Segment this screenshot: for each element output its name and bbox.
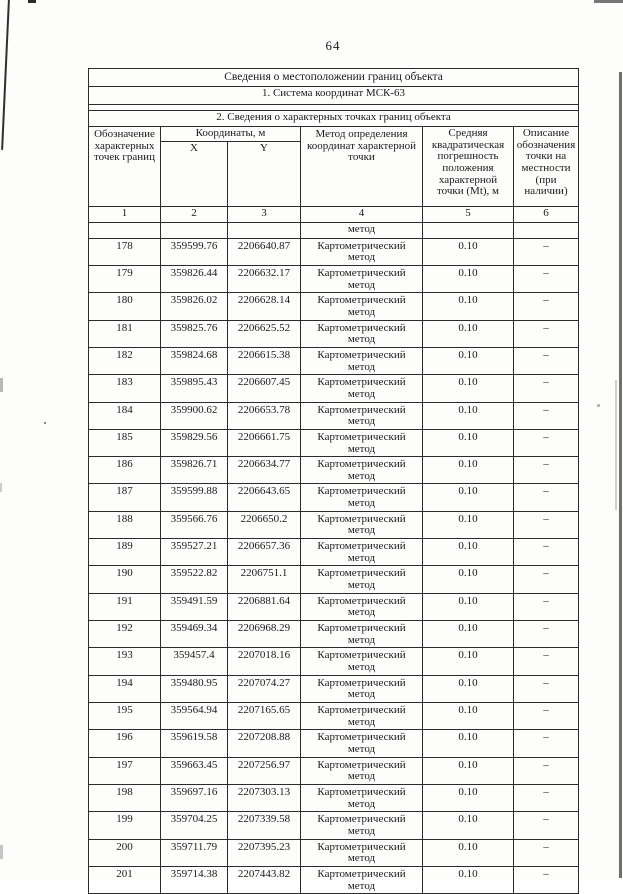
mark-value: – — [514, 265, 579, 292]
mse-value: 0.10 — [423, 539, 514, 566]
scan-artifact-dot — [597, 404, 600, 407]
method-cell: Картометрический метод — [301, 593, 423, 620]
table-row — [89, 784, 579, 811]
characteristic-points-label: 2. Сведения о характерных точках границ объекта — [89, 111, 579, 127]
scan-artifact-left-mark — [0, 378, 3, 392]
scan-artifact-top-right — [594, 0, 623, 3]
table-row — [89, 347, 579, 374]
scan-artifact-left-mark — [0, 845, 3, 859]
mse-value: 0.10 — [423, 621, 514, 648]
table-row — [89, 484, 579, 511]
point-id: 180 — [89, 293, 161, 320]
mark-value: – — [514, 238, 579, 265]
point-id: 186 — [89, 457, 161, 484]
point-id: 199 — [89, 812, 161, 839]
point-id: 196 — [89, 730, 161, 757]
point-id: 195 — [89, 702, 161, 729]
coord-y: 2206968.29 — [228, 621, 301, 648]
mse-value: 0.10 — [423, 457, 514, 484]
mark-value: – — [514, 730, 579, 757]
coord-x: 359469.34 — [161, 621, 228, 648]
coord-x: 359491.59 — [161, 593, 228, 620]
header-mse: Средняя квадратическая погрешность положения характерной точки (Mt), м — [423, 127, 514, 207]
mse-value: 0.10 — [423, 702, 514, 729]
coord-y: 2207208.88 — [228, 730, 301, 757]
coord-y: 2206628.14 — [228, 293, 301, 320]
column-number-2: 2 — [161, 206, 228, 222]
mse-value: 0.10 — [423, 511, 514, 538]
mse-value: 0.10 — [423, 293, 514, 320]
table-row — [89, 429, 579, 456]
coord-y: 2206653.78 — [228, 402, 301, 429]
mark-value: – — [514, 484, 579, 511]
mark-value: – — [514, 621, 579, 648]
point-id: 187 — [89, 484, 161, 511]
table-row — [89, 293, 579, 320]
mse-value: 0.10 — [423, 429, 514, 456]
point-id: 185 — [89, 429, 161, 456]
header-description: Описание обозначения точки на местности (при наличии) — [514, 127, 579, 207]
method-cell: Картометрический метод — [301, 866, 423, 893]
coord-y: 2206751.1 — [228, 566, 301, 593]
coord-x: 359826.44 — [161, 265, 228, 292]
mse-value: 0.10 — [423, 812, 514, 839]
carryover-row — [89, 222, 579, 238]
scan-artifact-left-line — [1, 0, 10, 150]
coord-x: 359829.56 — [161, 429, 228, 456]
coord-y: 2207443.82 — [228, 866, 301, 893]
header-coordinates-group: Координаты, м — [161, 127, 301, 142]
coord-x: 359619.58 — [161, 730, 228, 757]
coord-y: 2207074.27 — [228, 675, 301, 702]
table-title: Сведения о местоположении границ объекта — [89, 69, 579, 87]
mark-value: – — [514, 375, 579, 402]
table-row — [89, 812, 579, 839]
column-number-5: 5 — [423, 206, 514, 222]
empty-cell — [228, 222, 301, 238]
table-row — [89, 375, 579, 402]
mse-value: 0.10 — [423, 593, 514, 620]
mark-value: – — [514, 839, 579, 866]
method-cell: Картометрический метод — [301, 839, 423, 866]
coord-x: 359663.45 — [161, 757, 228, 784]
mse-value: 0.10 — [423, 784, 514, 811]
method-cell: Картометрический метод — [301, 757, 423, 784]
coord-y: 2206657.36 — [228, 539, 301, 566]
empty-cell — [514, 222, 579, 238]
coord-x: 359522.82 — [161, 566, 228, 593]
point-id: 197 — [89, 757, 161, 784]
point-id: 200 — [89, 839, 161, 866]
point-id: 191 — [89, 593, 161, 620]
coord-y: 2206661.75 — [228, 429, 301, 456]
mse-value: 0.10 — [423, 375, 514, 402]
header-y: Y — [228, 141, 301, 206]
method-cell: Картометрический метод — [301, 511, 423, 538]
table-row — [89, 402, 579, 429]
coord-x: 359826.71 — [161, 457, 228, 484]
coord-y: 2206634.77 — [228, 457, 301, 484]
mark-value: – — [514, 866, 579, 893]
column-number-3: 3 — [228, 206, 301, 222]
method-cell: Картометрический метод — [301, 293, 423, 320]
table-title-row — [89, 69, 579, 87]
mark-value: – — [514, 539, 579, 566]
mark-value: – — [514, 429, 579, 456]
coord-y: 2207303.13 — [228, 784, 301, 811]
mse-value: 0.10 — [423, 484, 514, 511]
mark-value: – — [514, 320, 579, 347]
point-id: 201 — [89, 866, 161, 893]
mse-value: 0.10 — [423, 347, 514, 374]
mark-value: – — [514, 347, 579, 374]
mark-value: – — [514, 675, 579, 702]
coord-x: 359566.76 — [161, 511, 228, 538]
header-designation: Обозначение характерных точек границ — [89, 127, 161, 207]
coord-y: 2206643.65 — [228, 484, 301, 511]
coord-x: 359825.76 — [161, 320, 228, 347]
coord-x: 359599.76 — [161, 238, 228, 265]
empty-cell — [89, 222, 161, 238]
point-id: 183 — [89, 375, 161, 402]
coord-y: 2206650.2 — [228, 511, 301, 538]
point-id: 194 — [89, 675, 161, 702]
coordinate-system-label: 1. Система координат МСК-63 — [89, 87, 579, 105]
mse-value: 0.10 — [423, 238, 514, 265]
empty-cell — [161, 222, 228, 238]
table-row — [89, 238, 579, 265]
scan-artifact-top-tick — [28, 0, 36, 3]
header-method: Метод определения координат характерной точки — [301, 127, 423, 207]
mark-value: – — [514, 457, 579, 484]
table-row — [89, 457, 579, 484]
method-cell: Картометрический метод — [301, 621, 423, 648]
mark-value: – — [514, 648, 579, 675]
characteristic-points-section-row — [89, 111, 579, 127]
coord-y: 2207339.58 — [228, 812, 301, 839]
coord-x: 359599.88 — [161, 484, 228, 511]
point-id: 190 — [89, 566, 161, 593]
coord-x: 359457.4 — [161, 648, 228, 675]
mark-value: – — [514, 511, 579, 538]
coord-y: 2207256.97 — [228, 757, 301, 784]
carryover-method: метод — [301, 222, 423, 238]
method-cell: Картометрический метод — [301, 702, 423, 729]
method-cell: Картометрический метод — [301, 484, 423, 511]
point-id: 189 — [89, 539, 161, 566]
data-rows — [89, 238, 579, 894]
mse-value: 0.10 — [423, 566, 514, 593]
header-x: X — [161, 141, 228, 206]
coord-y: 2206632.17 — [228, 265, 301, 292]
method-cell: Картометрический метод — [301, 457, 423, 484]
point-id: 192 — [89, 621, 161, 648]
mse-value: 0.10 — [423, 757, 514, 784]
column-number-4: 4 — [301, 206, 423, 222]
method-cell: Картометрический метод — [301, 320, 423, 347]
coord-y: 2206625.52 — [228, 320, 301, 347]
mark-value: – — [514, 566, 579, 593]
mse-value: 0.10 — [423, 839, 514, 866]
method-cell: Картометрический метод — [301, 648, 423, 675]
coord-x: 359826.02 — [161, 293, 228, 320]
method-cell: Картометрический метод — [301, 429, 423, 456]
mse-value: 0.10 — [423, 265, 514, 292]
mse-value: 0.10 — [423, 866, 514, 893]
mark-value: – — [514, 757, 579, 784]
method-cell: Картометрический метод — [301, 347, 423, 374]
point-id: 198 — [89, 784, 161, 811]
coord-y: 2206640.87 — [228, 238, 301, 265]
empty-cell — [423, 222, 514, 238]
coordinate-system-row — [89, 87, 579, 105]
mark-value: – — [514, 593, 579, 620]
point-id: 181 — [89, 320, 161, 347]
point-id: 179 — [89, 265, 161, 292]
coord-y: 2206615.38 — [228, 347, 301, 374]
coord-x: 359480.95 — [161, 675, 228, 702]
mark-value: – — [514, 402, 579, 429]
table-row — [89, 593, 579, 620]
method-cell: Картометрический метод — [301, 675, 423, 702]
method-cell: Картометрический метод — [301, 265, 423, 292]
method-cell: Картометрический метод — [301, 566, 423, 593]
method-cell: Картометрический метод — [301, 402, 423, 429]
column-numbers-row — [89, 206, 579, 222]
table-row — [89, 566, 579, 593]
point-id: 188 — [89, 511, 161, 538]
method-cell: Картометрический метод — [301, 238, 423, 265]
scan-artifact-left-mark — [0, 483, 2, 492]
mark-value: – — [514, 784, 579, 811]
table-row — [89, 839, 579, 866]
mse-value: 0.10 — [423, 648, 514, 675]
coord-x: 359527.21 — [161, 539, 228, 566]
coord-x: 359714.38 — [161, 866, 228, 893]
mse-value: 0.10 — [423, 320, 514, 347]
table-row — [89, 675, 579, 702]
point-id: 193 — [89, 648, 161, 675]
mark-value: – — [514, 293, 579, 320]
table-row — [89, 265, 579, 292]
table-row — [89, 866, 579, 893]
table-row — [89, 621, 579, 648]
method-cell: Картометрический метод — [301, 784, 423, 811]
coord-y: 2207165.65 — [228, 702, 301, 729]
coord-y: 2206881.64 — [228, 593, 301, 620]
table-row — [89, 320, 579, 347]
coord-x: 359895.43 — [161, 375, 228, 402]
method-cell: Картометрический метод — [301, 812, 423, 839]
method-cell: Картометрический метод — [301, 375, 423, 402]
mse-value: 0.10 — [423, 730, 514, 757]
mark-value: – — [514, 812, 579, 839]
coord-y: 2207395.23 — [228, 839, 301, 866]
coord-x: 359704.25 — [161, 812, 228, 839]
boundary-points-table — [88, 68, 579, 894]
mse-value: 0.10 — [423, 675, 514, 702]
coord-x: 359564.94 — [161, 702, 228, 729]
table-row — [89, 539, 579, 566]
coord-y: 2207018.16 — [228, 648, 301, 675]
table-row — [89, 757, 579, 784]
scan-artifact-dot — [44, 422, 46, 424]
coord-x: 359711.79 — [161, 839, 228, 866]
coord-y: 2206607.45 — [228, 375, 301, 402]
method-cell: Картометрический метод — [301, 539, 423, 566]
scan-artifact-right-streak — [619, 72, 622, 878]
column-number-6: 6 — [514, 206, 579, 222]
scan-artifact-right-dots — [615, 380, 617, 510]
header-row-1 — [89, 127, 579, 142]
table-row — [89, 730, 579, 757]
page-number: 64 — [325, 38, 341, 53]
coord-x: 359824.68 — [161, 347, 228, 374]
mse-value: 0.10 — [423, 402, 514, 429]
coord-x: 359900.62 — [161, 402, 228, 429]
column-number-1: 1 — [89, 206, 161, 222]
point-id: 178 — [89, 238, 161, 265]
point-id: 184 — [89, 402, 161, 429]
coord-x: 359697.16 — [161, 784, 228, 811]
method-cell: Картометрический метод — [301, 730, 423, 757]
point-id: 182 — [89, 347, 161, 374]
table-row — [89, 511, 579, 538]
table-row — [89, 648, 579, 675]
mark-value: – — [514, 702, 579, 729]
table-row — [89, 702, 579, 729]
